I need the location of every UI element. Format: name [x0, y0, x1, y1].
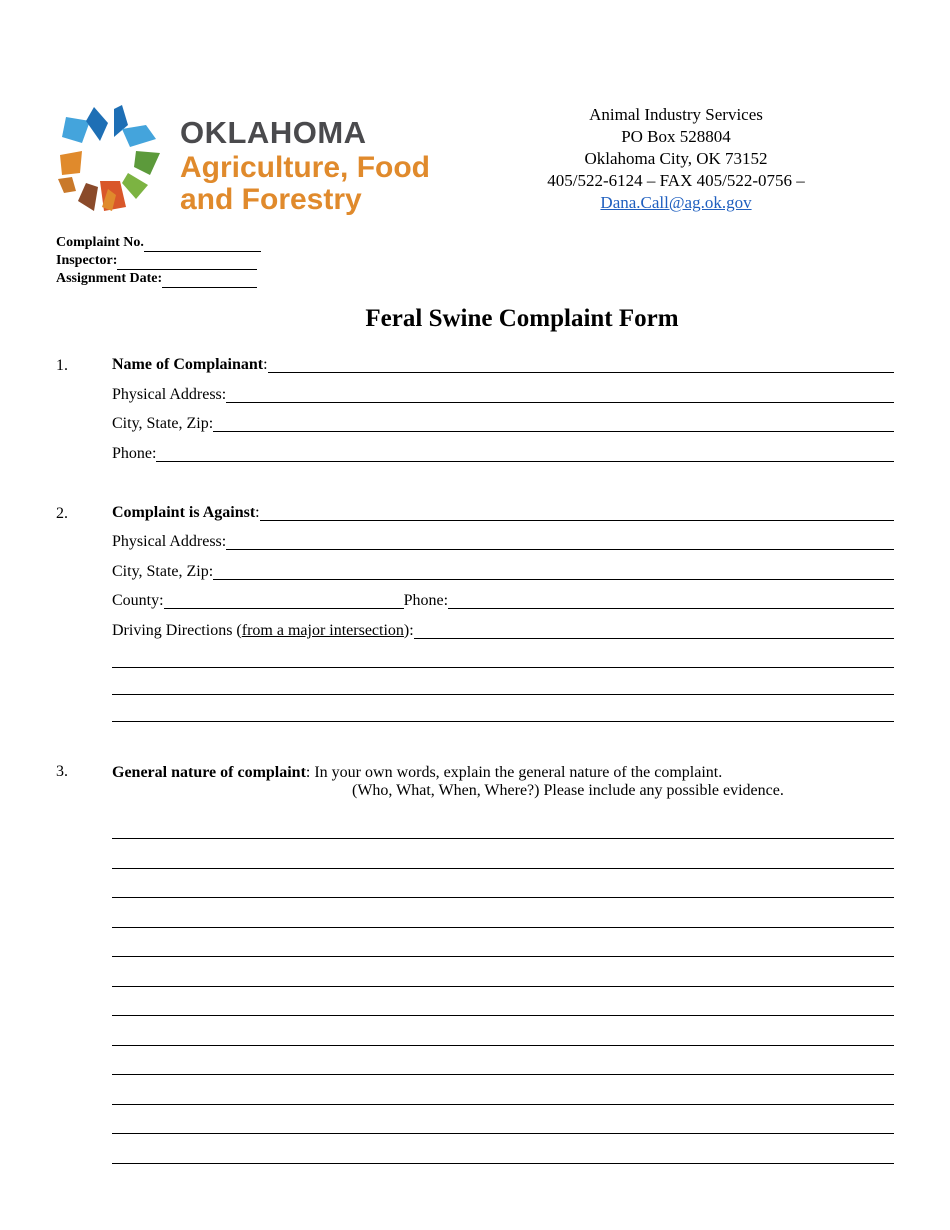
against-phone-label: Phone: [403, 592, 449, 609]
against-name-row [112, 501, 894, 523]
section3-number: 3. [56, 763, 68, 780]
label-colon: : [255, 504, 260, 521]
address-line1: Animal Industry Services [589, 105, 763, 124]
county-field[interactable] [164, 607, 404, 609]
complaint-line[interactable] [112, 1133, 894, 1134]
nature-label: General nature of complaint [112, 764, 306, 781]
complaint-line[interactable] [112, 927, 894, 928]
against-name-field[interactable] [260, 519, 894, 521]
nature-instruction2: (Who, What, When, Where?) Please include any possible evidence. [352, 782, 784, 799]
county-label: County: [112, 592, 164, 609]
nature-instruction: : In your own words, explain the general nature of the complaint. [305, 764, 723, 781]
complaint-line[interactable] [112, 1104, 894, 1105]
complainant-phone-field[interactable] [156, 460, 894, 462]
complainant-address-label: Physical Address: [112, 386, 227, 403]
directions-line[interactable] [112, 694, 894, 695]
section1-number: 1. [56, 357, 68, 374]
complaint-line[interactable] [112, 956, 894, 957]
complaint-line[interactable] [112, 986, 894, 987]
directions-label-underlined: from a major intersection [241, 622, 404, 639]
directions-line[interactable] [112, 667, 894, 668]
against-address-row [112, 530, 894, 552]
office-use-block [56, 234, 261, 288]
email-link[interactable]: Dana.Call@ag.ok.gov [600, 193, 752, 212]
complainant-name-field[interactable] [268, 371, 894, 373]
complaint-line[interactable] [112, 897, 894, 898]
against-address-label: Physical Address: [112, 533, 227, 550]
directions-label [112, 622, 414, 641]
complainant-address-field[interactable] [226, 401, 894, 403]
directions-row [112, 619, 894, 641]
complainant-city-field[interactable] [213, 430, 894, 432]
against-city-row [112, 560, 894, 582]
label-colon: : [263, 356, 268, 373]
assignment-date-field[interactable] [162, 274, 257, 288]
complaint-line[interactable] [112, 1163, 894, 1164]
complaint-line[interactable] [112, 1074, 894, 1075]
complaint-line[interactable] [112, 1015, 894, 1016]
complainant-name-row [112, 353, 894, 375]
complaint-line[interactable] [112, 1045, 894, 1046]
directions-label-pre: Driving Directions ( [112, 622, 242, 639]
agency-logo [56, 103, 436, 218]
against-name-label: Complaint is Against [112, 504, 256, 521]
directions-field[interactable] [414, 637, 894, 639]
logo-agency-line1: Agriculture, Food [180, 151, 430, 184]
against-address-field[interactable] [226, 548, 894, 550]
complainant-address-row [112, 383, 894, 405]
directions-label-post: ): [403, 622, 414, 639]
county-phone-row [112, 589, 894, 611]
inspector-label: Inspector: [56, 253, 118, 268]
address-block [520, 104, 832, 214]
against-city-field[interactable] [213, 578, 894, 580]
complaint-line[interactable] [112, 868, 894, 869]
assignment-date-label: Assignment Date: [56, 271, 163, 286]
complainant-name-label: Name of Complainant [112, 356, 264, 373]
complaint-no-label: Complaint No. [56, 235, 144, 250]
directions-line[interactable] [112, 721, 894, 722]
complainant-phone-label: Phone: [112, 445, 157, 462]
against-phone-field[interactable] [448, 607, 894, 609]
logo-state-name: OKLAHOMA [180, 115, 367, 150]
complainant-city-row [112, 412, 894, 434]
form-title: Feral Swine Complaint Form [365, 305, 679, 332]
complainant-city-label: City, State, Zip: [112, 415, 214, 432]
address-line3: Oklahoma City, OK 73152 [584, 149, 768, 168]
against-city-label: City, State, Zip: [112, 563, 214, 580]
complaint-no-field[interactable] [144, 238, 261, 252]
section3-heading [112, 763, 722, 782]
logo-agency-line2: and Forestry [180, 183, 362, 216]
inspector-field[interactable] [117, 256, 257, 270]
complaint-line[interactable] [112, 838, 894, 839]
address-line4: 405/522-6124 – FAX 405/522-0756 – [547, 171, 805, 190]
logo-star-icon [56, 103, 166, 215]
section2-number: 2. [56, 505, 68, 522]
complainant-phone-row [112, 442, 894, 464]
address-line2: PO Box 528804 [621, 127, 731, 146]
